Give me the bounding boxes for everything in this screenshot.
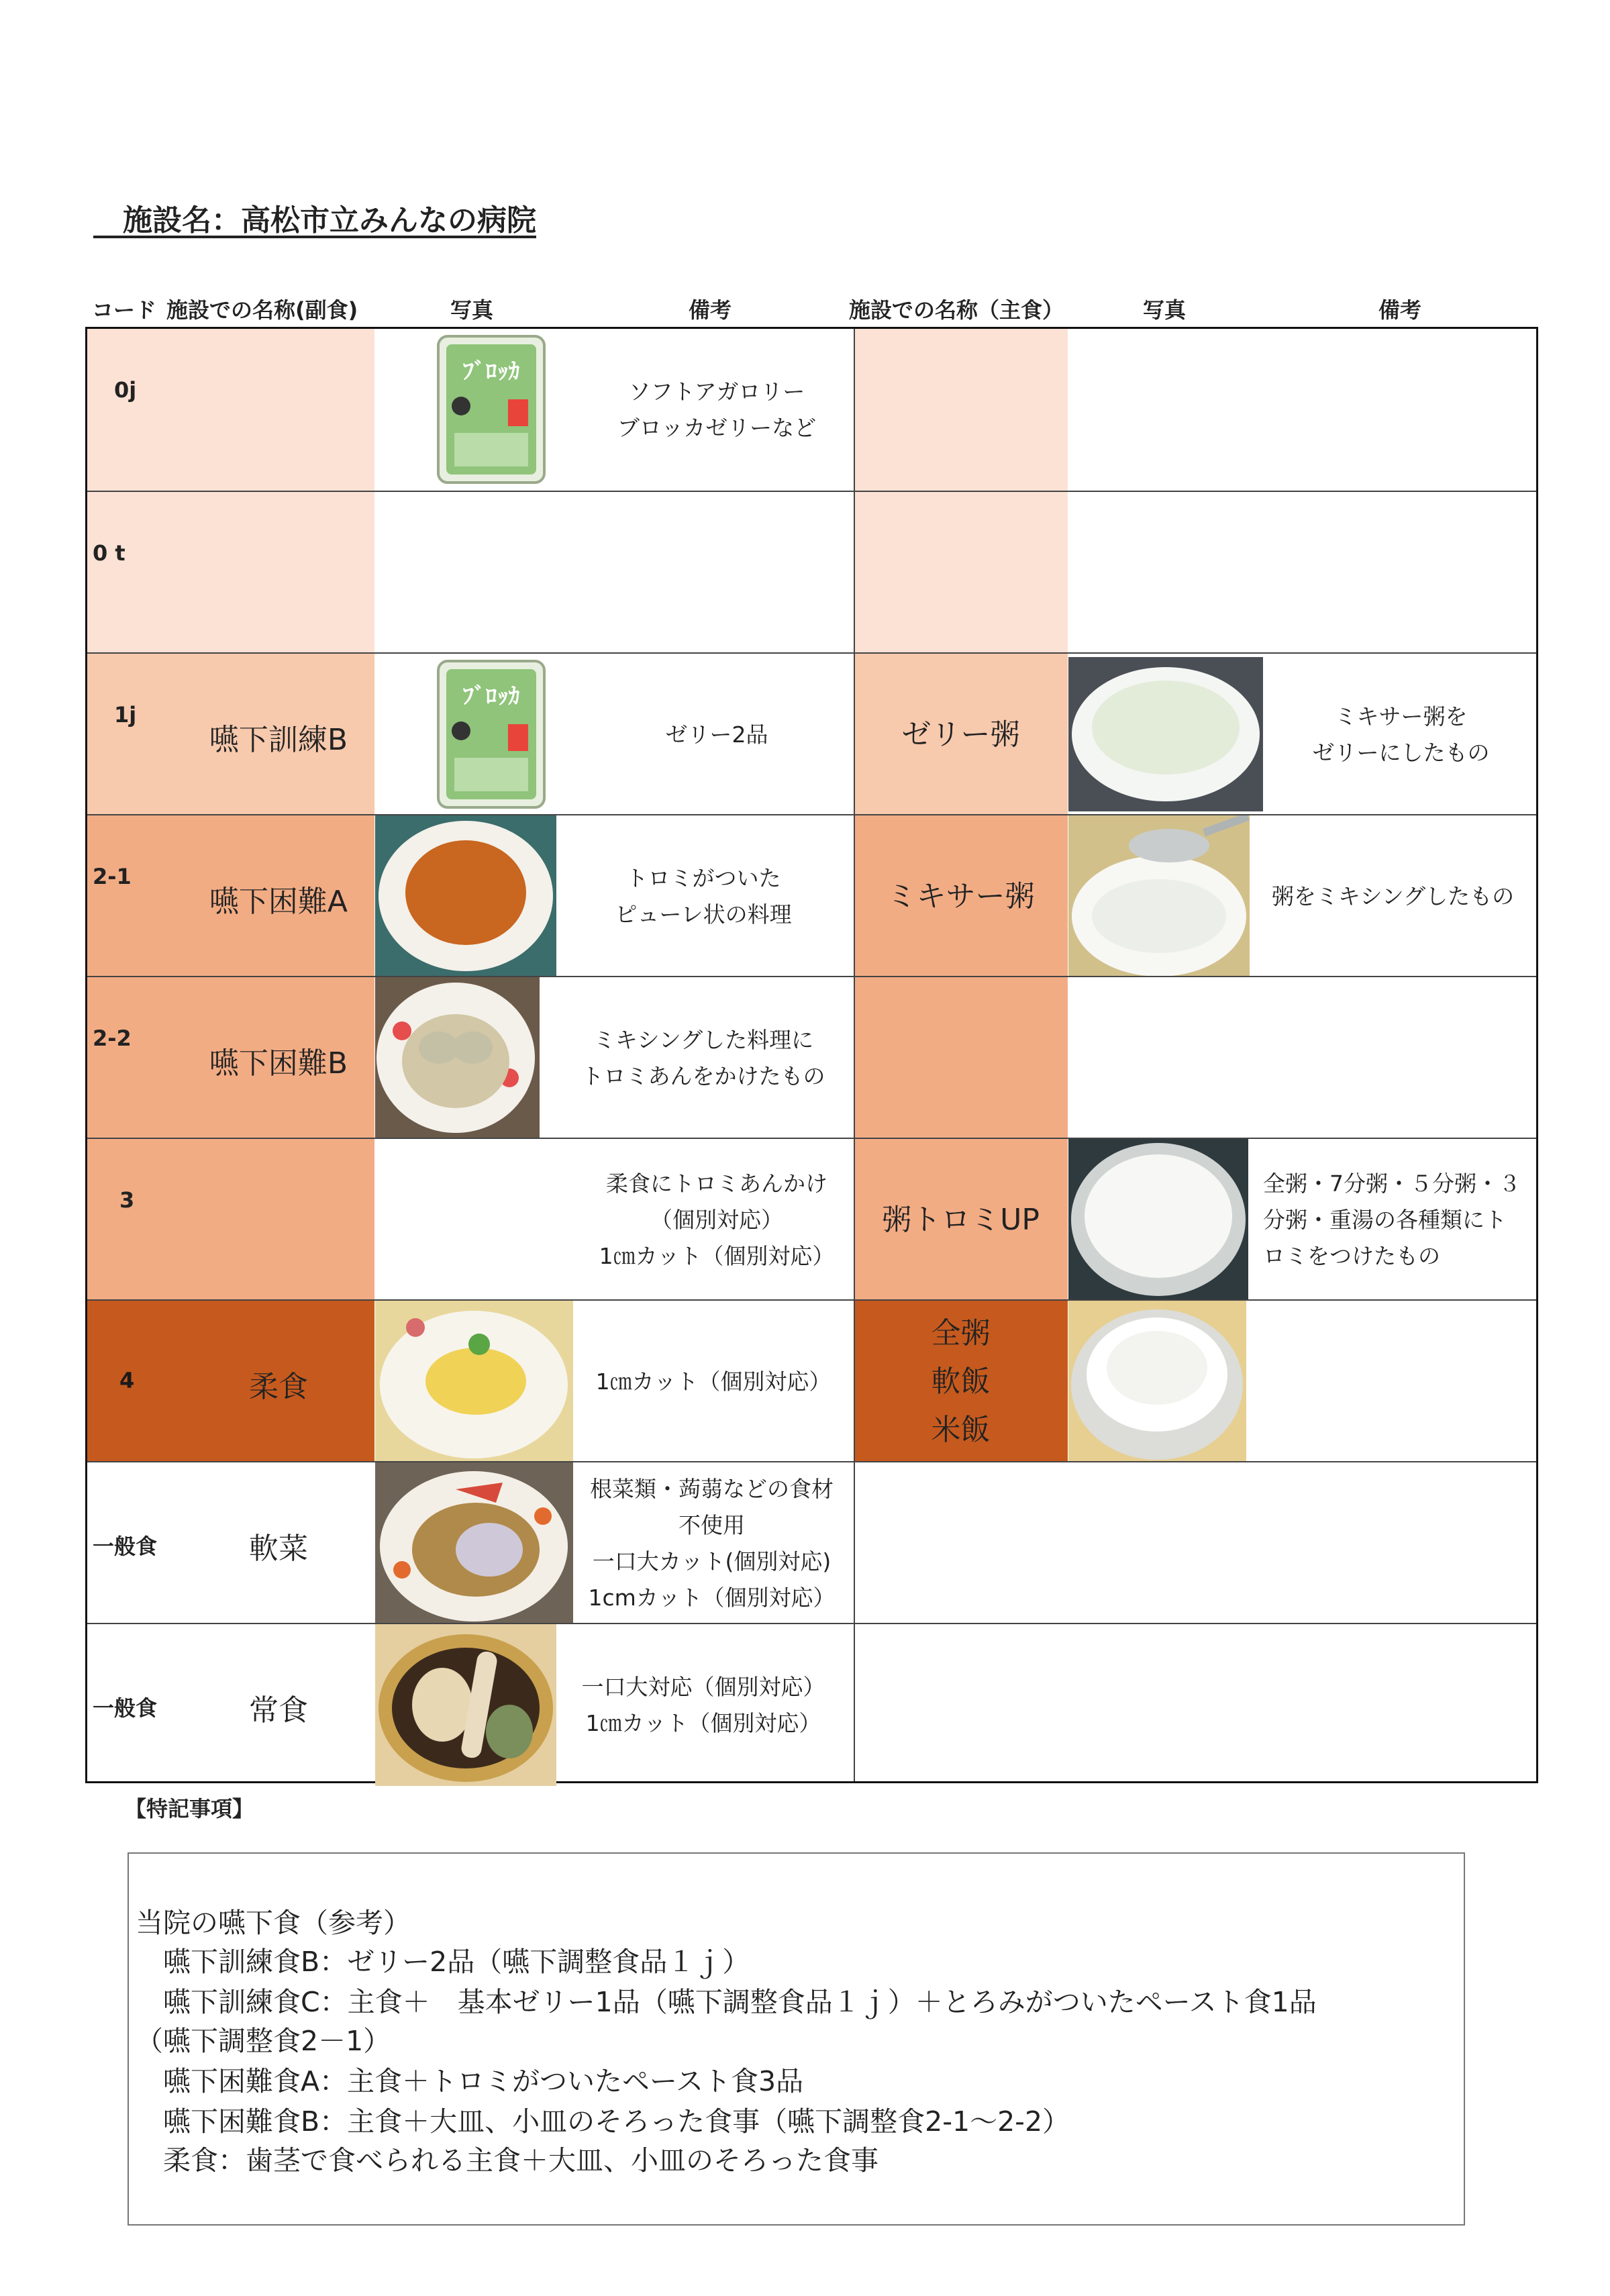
main-note: [1252, 879, 1533, 915]
diet-code: 一般食: [93, 1534, 158, 1559]
side-dish-photo: [375, 1624, 556, 1786]
main-note-line: 分粥・重湯の各種類にト: [1263, 1207, 1507, 1233]
diet-code: 2-2: [93, 1026, 132, 1051]
main-name-cell: [854, 492, 1068, 652]
side-note-line: 1㎝カット（個別対応）: [595, 1368, 832, 1395]
table-row: [87, 814, 1536, 976]
side-note: [577, 1364, 850, 1400]
table-row: [87, 491, 1536, 652]
side-note-line: （個別対応）: [650, 1207, 783, 1233]
side-note-line: ピューレ状の料理: [615, 901, 792, 928]
side-note: [584, 374, 850, 446]
side-note-line: 1㎝カット（個別対応）: [599, 1243, 835, 1269]
header-side-photo: 写真: [450, 297, 494, 323]
diet-code: 2-1: [93, 864, 132, 889]
side-note-line: トロミあんをかけたもの: [581, 1063, 825, 1089]
main-note-line: ミキサー粥を: [1334, 703, 1468, 730]
main-note: [1263, 1166, 1545, 1275]
side-dish-photo: [375, 815, 556, 977]
diet-code: 0 t: [93, 540, 125, 566]
side-note-line: 一口大カット(個別対応): [592, 1548, 832, 1575]
side-note: [574, 1471, 850, 1616]
main-dish-name-line: 粥トロミUP: [882, 1203, 1040, 1237]
side-name-cell: [87, 329, 374, 491]
side-dish-photo: [375, 1301, 573, 1462]
side-dish-photo: [375, 1462, 573, 1624]
main-dish-photo: [1068, 1139, 1248, 1301]
side-note-line: ゼリー2品: [665, 721, 768, 748]
facility-title: 施設名：高松市立みんなの病院: [93, 203, 536, 238]
table-row: [87, 329, 1536, 491]
header-main-note: 備考: [1378, 297, 1422, 323]
side-note-line: 一口大対応（個別対応）: [581, 1674, 825, 1700]
table-row: [87, 652, 1536, 814]
diet-code: 3: [119, 1187, 135, 1213]
special-note-line: 柔食：歯茎で食べられる主食＋大皿、小皿のそろった食事: [136, 2144, 878, 2177]
side-dish-name: 軟菜: [249, 1532, 308, 1566]
side-dish-name: 嚥下訓練B: [209, 723, 348, 757]
side-note-line: 柔食にトロミあんかけ: [606, 1170, 827, 1197]
side-note-line: トロミがついた: [625, 865, 781, 891]
special-note-line: 嚥下訓練食C：主食＋ 基本ゼリー1品（嚥下調整食品１ｊ）＋とろみがついたペースト食1品: [136, 1986, 1317, 2018]
side-note-line: ソフトアガロリー: [628, 379, 805, 405]
special-note-line: 嚥下訓練食B：ゼリー2品（嚥下調整食品１ｊ）: [136, 1946, 750, 1978]
side-name-cell: [87, 492, 374, 652]
main-dish-name: [856, 1196, 1065, 1244]
header-main-photo: 写真: [1143, 297, 1187, 323]
column-divider: [854, 329, 855, 491]
special-note-line: 嚥下困難食B：主食＋大皿、小皿のそろった食事（嚥下調整食2-1～2-2）: [136, 2105, 1070, 2138]
side-dish-name: 嚥下困難A: [209, 885, 348, 919]
header-main-name: 施設での名称（主食）: [849, 297, 1064, 323]
side-dish-photo: [434, 657, 548, 811]
diet-code: 4: [119, 1368, 135, 1393]
side-note: [584, 1166, 850, 1275]
side-note: [557, 1669, 850, 1742]
side-dish-name: 常食: [249, 1693, 308, 1728]
main-note-line: 全粥・7分粥・５分粥・３: [1263, 1170, 1521, 1197]
side-dish-name: 嚥下困難B: [209, 1046, 348, 1081]
table-row: [87, 1461, 1536, 1623]
side-note-line: 根菜類・蒟蒻などの食材: [590, 1476, 834, 1502]
side-note-line: ブロッカゼリーなど: [617, 415, 817, 441]
main-name-cell: [854, 329, 1068, 491]
column-divider: [854, 1301, 855, 1461]
side-dish-name: 柔食: [249, 1370, 308, 1404]
diet-table: [85, 327, 1538, 1783]
main-note: [1268, 699, 1533, 771]
table-row: [87, 1299, 1536, 1461]
diet-code: 0j: [114, 377, 137, 403]
main-dish-name-line: 米飯: [931, 1413, 991, 1447]
main-note-line: ロミをつけたもの: [1263, 1243, 1440, 1269]
side-name-cell: [87, 1139, 374, 1299]
table-row: [87, 1623, 1536, 1781]
main-note-line: ゼリーにしたもの: [1312, 740, 1490, 766]
side-note: [557, 1022, 850, 1095]
special-note-line: 当院の嚥下食（参考）: [136, 1907, 411, 1939]
main-dish-name: [856, 711, 1065, 759]
main-dish-name: [856, 872, 1065, 921]
side-note-line: ミキシングした料理に: [593, 1027, 814, 1053]
side-note: [584, 717, 850, 753]
header-side-note: 備考: [689, 297, 732, 323]
svg-text:ﾌﾞﾛｯｶ: ﾌﾞﾛｯｶ: [462, 683, 520, 710]
diet-code: 一般食: [93, 1695, 158, 1721]
main-dish-name: [856, 1309, 1065, 1454]
table-row: [87, 1138, 1536, 1299]
column-divider: [854, 815, 855, 976]
special-note-line: 嚥下困難食A：主食＋トロミがついたペースト食3品: [136, 2065, 804, 2097]
main-dish-photo: [1068, 657, 1263, 811]
column-divider: [854, 1624, 855, 1781]
special-notes-label: 【特記事項】: [125, 1796, 254, 1821]
special-note-line: （嚥下調整食2－1）: [136, 2025, 391, 2057]
side-note-line: 1cmカット（個別対応）: [588, 1585, 836, 1611]
svg-text:ﾌﾞﾛｯｶ: ﾌﾞﾛｯｶ: [462, 358, 520, 385]
side-note: [557, 860, 850, 933]
column-divider: [854, 977, 855, 1138]
column-divider: [854, 1139, 855, 1299]
header-side-name: 施設での名称(副食): [166, 297, 358, 323]
main-dish-name-line: 全粥: [931, 1316, 991, 1350]
table-row: [87, 976, 1536, 1138]
main-dish-photo: [1068, 815, 1250, 977]
column-divider: [854, 492, 855, 652]
main-note-line: 粥をミキシングしたもの: [1271, 883, 1515, 909]
column-divider: [854, 1462, 855, 1623]
main-dish-name-line: ゼリー粥: [901, 717, 1020, 752]
header-code: コード: [92, 297, 157, 323]
main-name-cell: [854, 977, 1068, 1138]
main-dish-photo: [1068, 1301, 1246, 1462]
diet-code: 1j: [114, 702, 137, 728]
main-dish-name-line: 軟飯: [931, 1364, 991, 1399]
main-dish-name-line: ミキサー粥: [887, 879, 1035, 913]
side-note-line: 1㎝カット（個別対応）: [585, 1710, 821, 1736]
side-dish-photo: [434, 332, 548, 487]
side-dish-photo: [375, 977, 540, 1139]
special-notes-box: [128, 1852, 1465, 2226]
column-divider: [854, 654, 855, 814]
side-note-line: 不使用: [678, 1512, 745, 1538]
